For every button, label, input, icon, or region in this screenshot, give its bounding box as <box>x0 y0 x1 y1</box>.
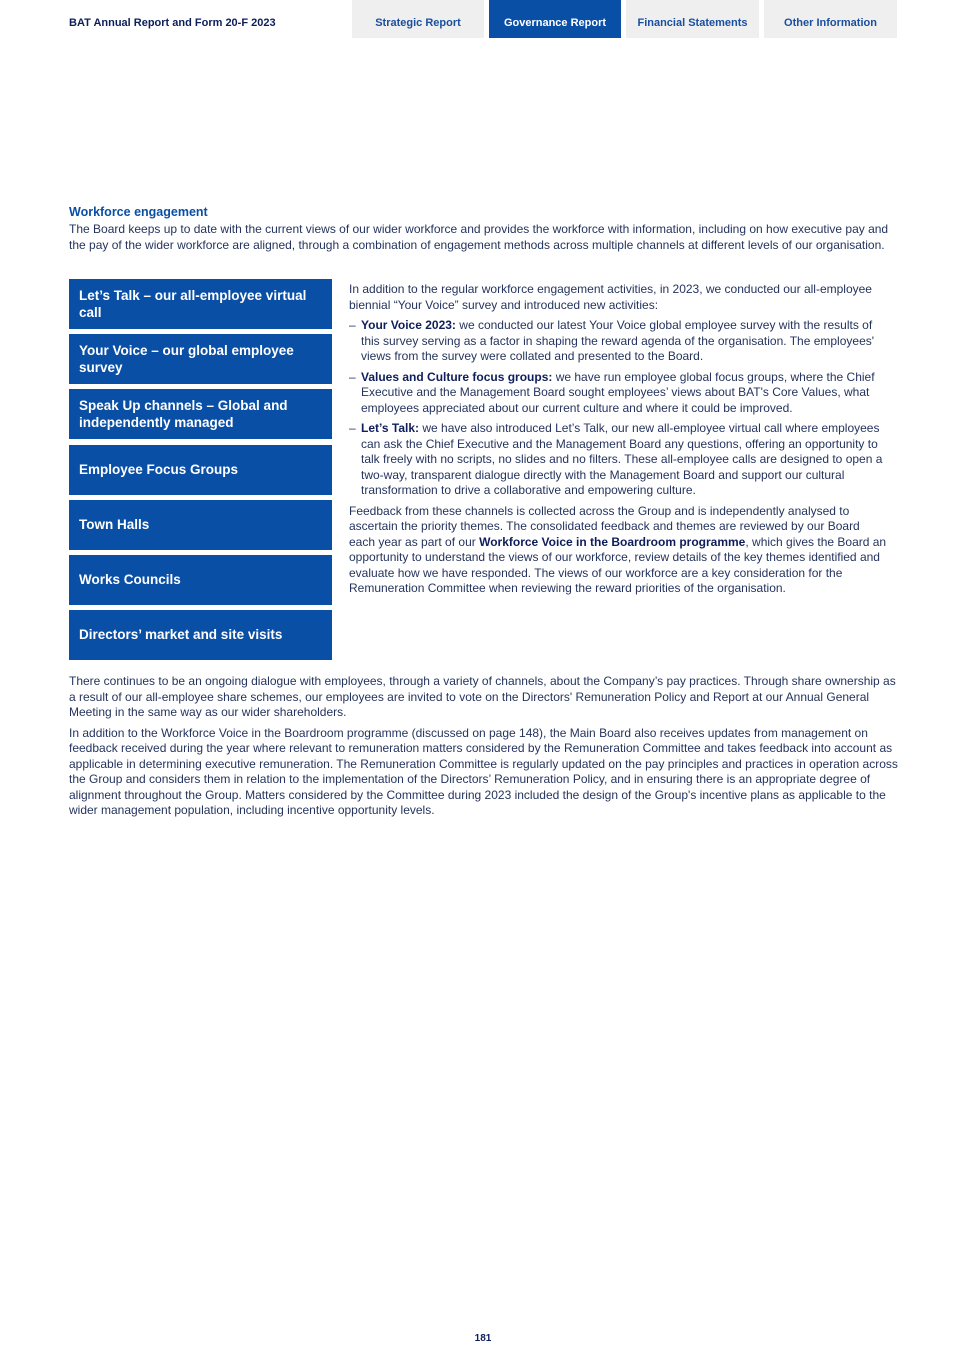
remuneration-paragraph: In addition to the Workforce Voice in the Boardroom programme (discussed on page 148), the Main Board also receives updates from management on feedback received during the year where relevant to remuneration matters considered by the Remuneration Committee and takes feedback into account as applicable in determining executive remuneration. The Remuneration Committee is regularly updated on the pay principles and practices in operation across the Group and considers them in relation to the implementation of the Directors’ Remuneration Policy, and in ensuring there is an appropriate degree of alignment throughout the Group. Matters considered by the Committee during 2023 included the design of the Group's incentive plans as applicable to the wider management population, including incentive opportunity levels. <box>69 725 898 817</box>
tab-financial-statements[interactable]: Financial Statements <box>626 0 759 38</box>
programme-name: Workforce Voice in the Boardroom programme <box>479 534 746 549</box>
engagement-activities <box>349 282 889 602</box>
bullet-your-voice <box>349 318 889 365</box>
bullet-title: Your Voice 2023: <box>361 318 456 332</box>
feedback-text: Feedback from these channels is collected across the Group and is independently analysed to ascertain the priority themes. The consolidated feedback and themes are reviewed by our Board each year as part of our <box>349 503 860 549</box>
channel-site-visits: Directors’ market and site visits <box>69 610 332 660</box>
tab-other-information[interactable]: Other Information <box>764 0 897 38</box>
channel-speak-up: Speak Up channels – Global and independently managed <box>69 389 332 439</box>
bullet-values-culture <box>349 370 889 417</box>
channel-town-halls: Town Halls <box>69 500 332 550</box>
channel-lets-talk: Let’s Talk – our all-employee virtual call <box>69 279 332 329</box>
tab-governance-report[interactable]: Governance Report <box>489 0 621 38</box>
bullet-dash: – <box>349 318 356 332</box>
bullet-text: we have run employee global focus groups, where the Chief Executive and the Management Board sought employees’ views about BAT's Core Values, what employees appreciated about our current culture and where it could be improved. <box>361 369 875 415</box>
feedback-text-end: , which gives the Board an opportunity to understand the views of our workforce, review details of the key themes identified and evaluate how we have responded. The views of our workforce are a key consideration for the Remuneration Committee when reviewing the reward priorities of the organisation. <box>349 534 887 595</box>
channel-focus-groups: Employee Focus Groups <box>69 445 332 495</box>
bottom-text <box>69 674 899 824</box>
page-number: 181 <box>474 1333 492 1344</box>
bullet-dash: – <box>349 369 356 384</box>
section-heading: Workforce engagement <box>69 205 208 219</box>
bullet-dash: – <box>349 421 356 435</box>
dialogue-paragraph: There continues to be an ongoing dialogue with employees, through a variety of channels, about the Company’s pay practices. Through share ownership as a result of our all-employee share schemes, our employees are invited to vote on the Directors' Remuneration Policy and Report at our Annual General Meeting in the same way as our wider shareholders. <box>69 674 896 719</box>
channel-works-councils: Works Councils <box>69 555 332 605</box>
bullet-lets-talk <box>349 421 889 499</box>
feedback-paragraph <box>349 504 889 597</box>
tab-strategic-report[interactable]: Strategic Report <box>352 0 484 38</box>
bullet-text: we have also introduced Let’s Talk, our new all-employee virtual call where employees can ask the Chief Executive and the Management Board any questions, offering an opportunity to talk freely with no scripts, no slides and no filters. These all-employee calls are designed to open a two-way, transparent dialogue directly with the Management Board and support our cultural transformation to drive a collaborative and empowering culture. <box>361 421 883 497</box>
bullet-title: Let’s Talk: <box>361 421 420 435</box>
channel-your-voice: Your Voice – our global employee survey <box>69 334 332 384</box>
bullet-text: we conducted our latest Your Voice global employee survey with the results of this survey serving as a factor in shaping the reward agenda of the organisation. The employees' views from the survey were collated and presented to the Board. <box>361 318 875 363</box>
activities-intro: In addition to the regular workforce engagement activities, in 2023, we conducted our all-employee biennial “Your Voice” survey and introduced new activities: <box>349 282 872 312</box>
bullet-title: Values and Culture focus groups: <box>361 369 553 384</box>
report-title: BAT Annual Report and Form 20-F 2023 <box>69 17 276 29</box>
intro-paragraph: The Board keeps up to date with the current views of our wider workforce and provides the workforce with information, including on how executive pay and the pay of the wider workforce are aligned, through a combination of engagement methods across multiple channels at different levels of our organisation. <box>69 222 889 252</box>
